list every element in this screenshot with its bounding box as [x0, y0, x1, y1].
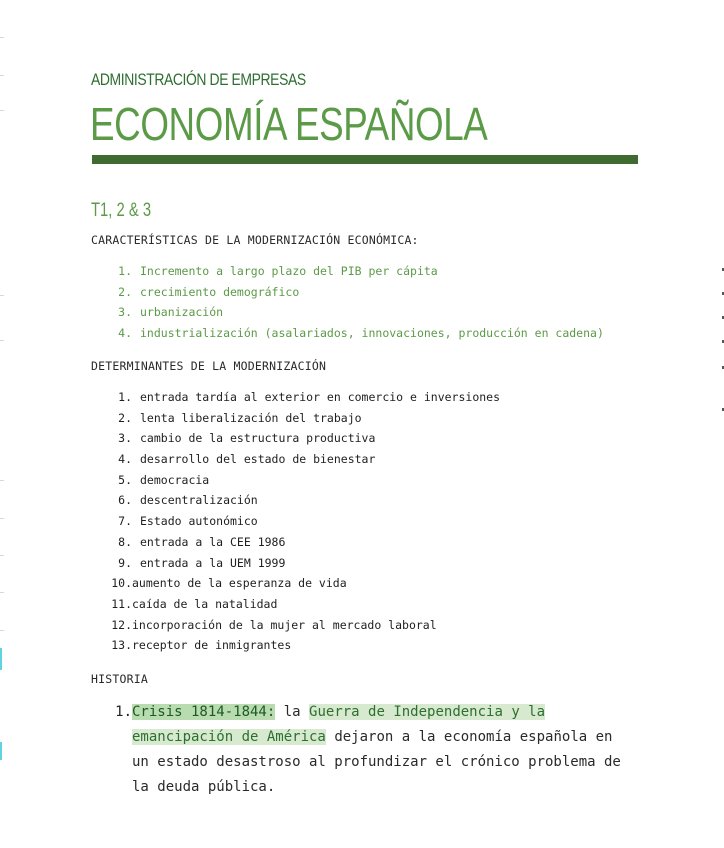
list-number: 11.	[111, 596, 132, 611]
list-item	[91, 553, 500, 574]
list-number: 7.	[118, 514, 132, 529]
list-number: 1.	[115, 704, 132, 720]
list-item	[91, 573, 500, 594]
determinantes-heading: DETERMINANTES DE LA MODERNIZACIÓN	[91, 359, 327, 373]
list-item	[91, 387, 500, 408]
list-text: industrialización (asalariados, innovaciones, producción en cadena)	[140, 325, 604, 340]
list-item	[91, 490, 500, 511]
historia-paragraph	[132, 700, 632, 800]
historia-heading: HISTORIA	[91, 672, 148, 686]
list-text: urbanización	[140, 305, 224, 320]
list-number: 3.	[118, 431, 132, 446]
connector-text: la	[283, 704, 301, 720]
list-number: 2.	[118, 284, 132, 299]
list-text: incorporación de la mujer al mercado laboral	[132, 617, 437, 632]
list-text: Incremento a largo plazo del PIB per cápita	[140, 264, 438, 278]
paragraph-text-line2: dejaron a la economía española en	[334, 729, 613, 745]
paragraph-text: un estado desastroso al profundizar el crónico problema de la deuda pública.	[132, 754, 621, 795]
right-margin-marks	[718, 0, 724, 848]
title-divider	[92, 155, 638, 164]
caracteristicas-list	[91, 261, 604, 343]
list-item	[91, 470, 500, 491]
list-item	[91, 532, 500, 553]
list-item	[91, 449, 500, 470]
list-number: 4.	[118, 325, 132, 340]
page-title: ECONOMÍA ESPAÑOLA	[90, 98, 488, 150]
list-text: cambio de la estructura productiva	[140, 431, 376, 446]
list-number: 9.	[118, 555, 132, 570]
list-item	[91, 635, 500, 656]
subject-label: ADMINISTRACIÓN DE EMPRESAS	[91, 70, 306, 89]
list-number: 4.	[118, 452, 132, 467]
list-item	[91, 594, 500, 615]
list-number: 13.	[111, 638, 132, 653]
highlight-guerra: Guerra de Independencia y la	[309, 704, 546, 720]
list-item	[91, 302, 604, 323]
list-number: 6.	[118, 493, 132, 508]
list-text: democracia	[140, 472, 210, 487]
list-item	[91, 615, 500, 636]
list-item	[91, 511, 500, 532]
crisis-label-highlight: Crisis 1814-1844:	[132, 704, 276, 720]
list-text: crecimiento demográfico	[140, 284, 300, 299]
caracteristicas-heading: CARACTERÍSTICAS DE LA MODERNIZACIÓN ECONÓMICA:	[91, 233, 419, 247]
left-margin-marks	[0, 0, 6, 848]
determinantes-list	[91, 387, 500, 656]
list-text: descentralización	[140, 493, 258, 508]
list-number: 8.	[118, 534, 132, 549]
list-item	[91, 261, 604, 282]
list-item	[91, 428, 500, 449]
list-number: 2.	[118, 410, 132, 425]
list-item	[91, 323, 604, 344]
list-text: entrada tardía al exterior en comercio e inversiones	[140, 390, 501, 404]
list-text: lenta liberalización del trabajo	[140, 410, 362, 425]
list-text: caída de la natalidad	[132, 596, 278, 611]
list-number: 12.	[111, 617, 132, 632]
list-number: 1.	[118, 390, 132, 404]
list-text: entrada a la UEM 1999	[140, 555, 286, 570]
list-number: 10.	[111, 576, 132, 591]
list-item	[91, 408, 500, 429]
list-text: entrada a la CEE 1986	[140, 534, 286, 549]
list-text: desarrollo del estado de bienestar	[140, 452, 376, 467]
list-text: receptor de inmigrantes	[132, 638, 292, 653]
list-item	[91, 282, 604, 303]
section-tag: T1, 2 & 3	[91, 200, 152, 221]
list-text: aumento de la esperanza de vida	[132, 576, 347, 591]
highlight-emancipacion: emancipación de América	[132, 729, 326, 745]
list-number: 1.	[118, 264, 132, 278]
list-text: Estado autonómico	[140, 514, 258, 529]
list-number: 5.	[118, 472, 132, 487]
list-number: 3.	[118, 305, 132, 320]
